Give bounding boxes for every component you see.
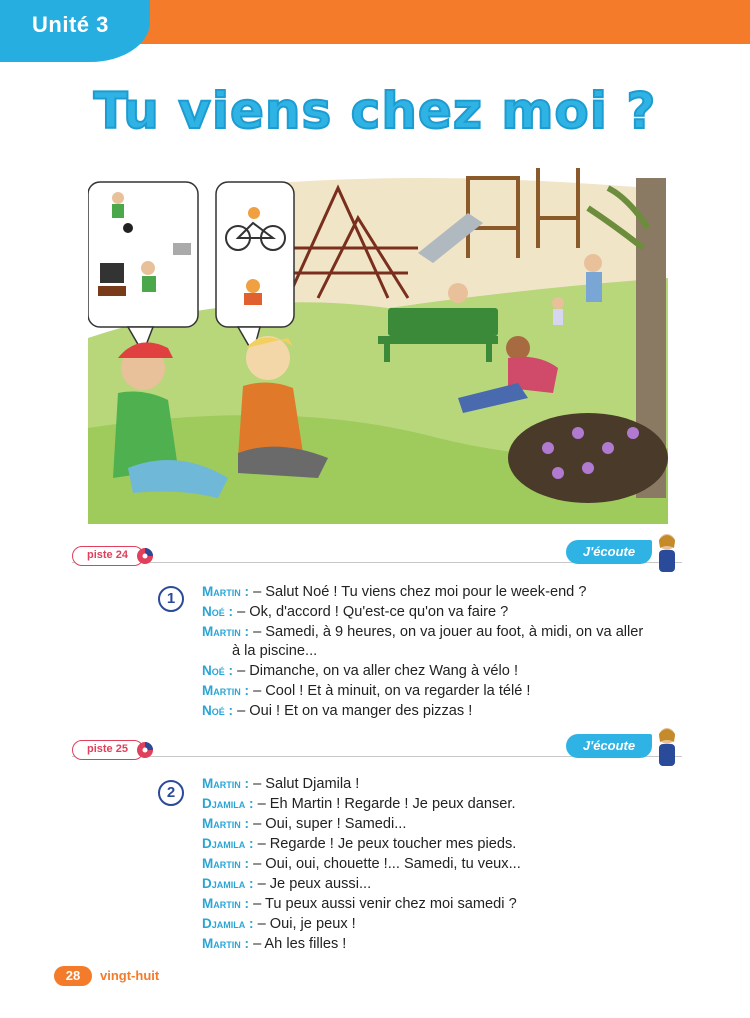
piste-pill <box>72 740 144 760</box>
dialogue-line: Djamila : – Je peux aussi... <box>202 876 372 892</box>
page-number-word: vingt-huit <box>100 968 160 983</box>
listen-badge <box>566 540 652 564</box>
unit-tab <box>0 0 150 62</box>
dialogue-line: Martin : – Salut Djamila ! <box>202 776 360 792</box>
dialogue-line: Noé : – Oui ! Et on va manger des pizzas ! <box>202 703 473 719</box>
track-row-2 <box>72 734 682 764</box>
audio-track-badge[interactable] <box>72 546 156 566</box>
page-number: 28 <box>54 966 92 986</box>
dialogue-line: Martin : – Tu peux aussi venir chez moi samedi ? <box>202 896 517 912</box>
dialogue-line: Djamila : – Eh Martin ! Regarde ! Je peux danser. <box>202 796 516 812</box>
listen-badge <box>566 734 652 758</box>
track-row-1 <box>72 540 682 570</box>
page-title: Tu viens chez moi ? <box>93 82 657 140</box>
dialogue-line: Martin : – Samedi, à 9 heures, on va jouer au foot, à midi, on va aller <box>202 624 644 640</box>
cd-icon <box>136 741 154 759</box>
dialogue-line: Noé : – Ok, d'accord ! Qu'est-ce qu'on va faire ? <box>202 604 509 620</box>
dialogue-line: Martin : – Cool ! Et à minuit, on va regarder la télé ! <box>202 683 531 699</box>
dialogue-number-1: 1 <box>158 586 184 612</box>
dialogue-line: Djamila : – Oui, je peux ! <box>202 916 356 932</box>
piste-label: piste 25 <box>87 743 128 755</box>
dialogue-line: Martin : – Salut Noé ! Tu viens chez moi pour le week-end ? <box>202 584 587 600</box>
dialogue-line: à la piscine... <box>232 643 318 659</box>
dialogue-1 <box>202 582 682 721</box>
dialogue-line: Martin : – Ah les filles ! <box>202 936 347 952</box>
park-scene-illustration <box>88 168 668 524</box>
piste-label: piste 24 <box>87 549 128 561</box>
listening-girl-icon <box>652 530 682 572</box>
dialogue-line: Martin : – Oui, oui, chouette !... Samedi, tu veux... <box>202 856 521 872</box>
unit-label: Unité 3 <box>32 12 109 37</box>
cd-icon <box>136 547 154 565</box>
piste-pill <box>72 546 144 566</box>
dialogue-line: Djamila : – Regarde ! Je peux toucher mes pieds. <box>202 836 517 852</box>
listen-label: J'écoute <box>582 738 636 753</box>
listening-girl-icon <box>652 724 682 766</box>
dialogue-line: Noé : – Dimanche, on va aller chez Wang à vélo ! <box>202 663 518 679</box>
dialogue-2 <box>202 774 682 954</box>
dialogue-line: Martin : – Oui, super ! Samedi... <box>202 816 407 832</box>
audio-track-badge[interactable] <box>72 740 156 760</box>
dialogue-number-2: 2 <box>158 780 184 806</box>
listen-label: J'écoute <box>582 544 636 559</box>
